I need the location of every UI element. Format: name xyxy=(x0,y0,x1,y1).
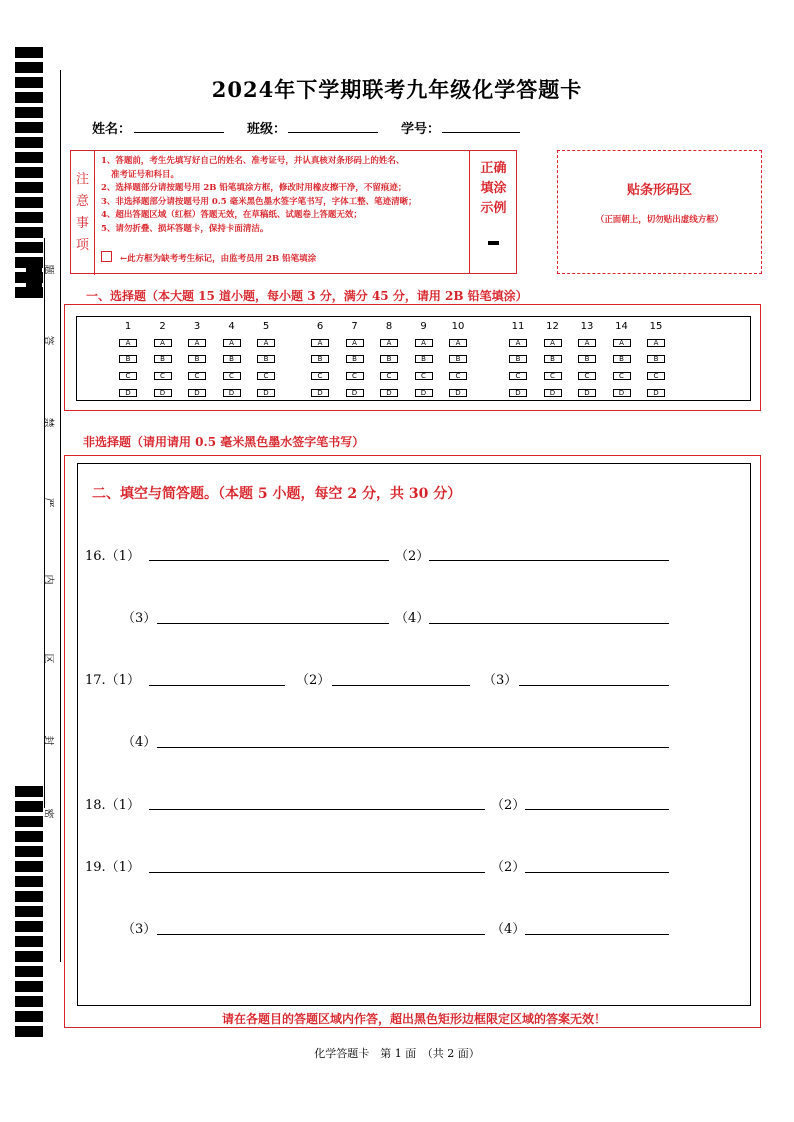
binding-mark xyxy=(15,152,43,163)
option-bubble-c[interactable]: C xyxy=(257,372,275,380)
question-number: 13 xyxy=(580,321,594,332)
barcode-area xyxy=(557,150,762,274)
q16-part2-label: （2） xyxy=(395,549,430,564)
option-bubble-d[interactable]: D xyxy=(613,389,631,397)
option-bubble-d[interactable]: D xyxy=(154,389,172,397)
notice-item: 1、答题前，考生先填写好自己的姓名、准考证号，并认真核对条形码上的姓名、 xyxy=(101,156,405,166)
option-bubble-b[interactable]: B xyxy=(311,355,329,363)
question-number: 7 xyxy=(351,321,358,332)
binding-mark xyxy=(26,282,42,293)
option-bubble-a[interactable]: A xyxy=(613,339,631,347)
option-bubble-b[interactable]: B xyxy=(346,355,364,363)
notice-items xyxy=(101,155,466,236)
option-bubble-a[interactable]: A xyxy=(154,339,172,347)
option-bubble-a[interactable]: A xyxy=(311,339,329,347)
option-bubble-d[interactable]: D xyxy=(346,389,364,397)
notice-item: 3、非选择题部分请按题号用 0.5 毫米黑色墨水签字笔书写，字体工整、笔迹清晰； xyxy=(101,196,417,207)
q18-part2-label: （2） xyxy=(491,798,526,813)
binding-mark xyxy=(15,906,43,917)
binding-mark xyxy=(15,1026,43,1037)
q17-part3-label: （3） xyxy=(483,673,518,688)
option-bubble-b[interactable]: B xyxy=(380,355,398,363)
option-bubble-b[interactable]: B xyxy=(613,355,631,363)
student-id-field[interactable] xyxy=(442,118,520,133)
option-bubble-a[interactable]: A xyxy=(119,339,137,347)
notice-item: 5、请勿折叠、损坏答题卡，保持卡面清洁。 xyxy=(101,223,269,234)
seal-character: 密 xyxy=(42,808,54,819)
q16-label: 16.（1） xyxy=(85,549,140,564)
seal-character: 区 xyxy=(42,653,54,664)
binding-mark xyxy=(15,936,43,947)
name-label: 姓名： xyxy=(92,122,132,137)
option-bubble-b[interactable]: B xyxy=(188,355,206,363)
option-bubble-d[interactable]: D xyxy=(509,389,527,397)
binding-mark xyxy=(15,921,43,932)
q18-blank-2[interactable] xyxy=(525,808,669,810)
option-bubble-a[interactable]: A xyxy=(449,339,467,347)
option-bubble-a[interactable]: A xyxy=(647,339,665,347)
option-bubble-d[interactable]: D xyxy=(578,389,596,397)
binding-mark xyxy=(15,831,43,842)
question-number: 1 xyxy=(124,321,132,332)
option-bubble-d[interactable]: D xyxy=(647,389,665,397)
option-bubble-a[interactable]: A xyxy=(188,339,206,347)
seal-character: 封 xyxy=(42,735,54,746)
option-bubble-b[interactable]: B xyxy=(415,355,433,363)
sample-filled-mark xyxy=(488,241,499,245)
binding-mark xyxy=(15,966,43,977)
question-number: 6 xyxy=(316,321,324,332)
q17-blank-3[interactable] xyxy=(519,684,669,686)
option-bubble-c[interactable]: C xyxy=(119,372,137,380)
notice-item: 准考证号和科目。 xyxy=(111,169,180,180)
binding-mark xyxy=(15,951,43,962)
option-bubble-b[interactable]: B xyxy=(544,355,562,363)
binding-line xyxy=(60,70,61,962)
binding-mark xyxy=(15,242,43,253)
seal-character: 内 xyxy=(42,574,54,585)
seal-character: 严 xyxy=(42,497,54,508)
section2-heading: 二、填空与简答题。（本题 5 小题，每空 2 分，共 30 分） xyxy=(92,486,462,502)
binding-mark xyxy=(15,816,43,827)
page-footer: 化学答题卡 第 1 面 （共 2 面） xyxy=(314,1047,480,1060)
question-number: 4 xyxy=(228,321,235,332)
q19-blank-4[interactable] xyxy=(525,933,669,935)
q16-blank-2[interactable] xyxy=(429,559,669,561)
option-bubble-d[interactable]: D xyxy=(449,389,467,397)
question-number: 8 xyxy=(385,321,393,332)
q19-part2-label: （2） xyxy=(491,860,526,875)
option-bubble-c[interactable]: C xyxy=(544,372,562,380)
option-bubble-c[interactable]: C xyxy=(380,372,398,380)
option-bubble-b[interactable]: B xyxy=(223,355,241,363)
q16-blank-1[interactable] xyxy=(149,559,389,561)
option-bubble-a[interactable]: A xyxy=(578,339,596,347)
barcode-title: 贴条形码区 xyxy=(626,183,692,198)
question-number: 12 xyxy=(546,321,559,332)
question-number: 5 xyxy=(262,321,270,332)
q19-part4-label: （4） xyxy=(491,922,526,937)
q17-part2-label: （2） xyxy=(296,673,331,688)
q19-blank-3[interactable] xyxy=(157,933,485,935)
option-bubble-a[interactable]: A xyxy=(223,339,241,347)
option-bubble-c[interactable]: C xyxy=(578,372,596,380)
q19-blank-2[interactable] xyxy=(525,871,669,873)
question-number: 14 xyxy=(615,321,628,332)
option-bubble-a[interactable]: A xyxy=(346,339,364,347)
q19-label: 19.（1） xyxy=(85,860,140,875)
q17-part4-label: （4） xyxy=(122,735,157,750)
q18-label: 18.（1） xyxy=(85,798,140,813)
answer-area-warning: 请在各题目的答题区域内作答，超出黑色矩形边框限定区域的答案无效！ xyxy=(221,1012,606,1026)
binding-mark xyxy=(15,167,43,178)
barcode-note: （正面朝上，切勿贴出虚线方框） xyxy=(595,215,724,225)
option-bubble-b[interactable]: B xyxy=(119,355,137,363)
option-bubble-b[interactable]: B xyxy=(154,355,172,363)
option-bubble-d[interactable]: D xyxy=(380,389,398,397)
option-bubble-d[interactable]: D xyxy=(544,389,562,397)
student-id-label: 学号： xyxy=(401,122,441,137)
option-bubble-d[interactable]: D xyxy=(188,389,206,397)
option-bubble-d[interactable]: D xyxy=(257,389,275,397)
notice-heading: 注 意 事 项 xyxy=(71,151,95,275)
option-bubble-c[interactable]: C xyxy=(449,372,467,380)
binding-mark xyxy=(15,786,43,797)
q16-blank-4[interactable] xyxy=(429,622,669,624)
binding-mark xyxy=(15,801,43,812)
option-bubble-c[interactable]: C xyxy=(346,372,364,380)
class-field[interactable] xyxy=(288,118,378,133)
option-bubble-c[interactable]: C xyxy=(154,372,172,380)
question-number: 10 xyxy=(451,321,465,332)
option-bubble-c[interactable]: C xyxy=(415,372,433,380)
binding-mark xyxy=(15,996,43,1007)
option-bubble-a[interactable]: A xyxy=(380,339,398,347)
fill-sample: 正确 填涂 示例 xyxy=(469,151,517,273)
name-field[interactable] xyxy=(134,118,224,133)
option-bubble-a[interactable]: A xyxy=(509,339,527,347)
option-bubble-c[interactable]: C xyxy=(613,372,631,380)
seal-character: 题 xyxy=(42,264,54,275)
option-bubble-d[interactable]: D xyxy=(119,389,137,397)
q17-label: 17.（1） xyxy=(85,673,140,688)
binding-mark xyxy=(15,122,43,133)
binding-mark xyxy=(15,891,43,902)
notice-box xyxy=(70,150,517,274)
binding-mark xyxy=(15,182,43,193)
binding-mark xyxy=(15,227,43,238)
binding-mark xyxy=(15,197,43,208)
binding-mark xyxy=(15,212,43,223)
absent-mark-row xyxy=(101,251,316,264)
option-bubble-d[interactable]: D xyxy=(223,389,241,397)
q16-blank-3[interactable] xyxy=(157,622,389,624)
binding-mark xyxy=(15,47,43,58)
section1-heading: 一、选择题（本大题 15 道小题，每小题 3 分，满分 45 分，请用 2B 铅笔填涂） xyxy=(86,289,528,303)
option-bubble-d[interactable]: D xyxy=(415,389,433,397)
option-bubble-b[interactable]: B xyxy=(449,355,467,363)
class-label: 班级： xyxy=(247,122,287,137)
binding-mark xyxy=(15,861,43,872)
q17-blank-1[interactable] xyxy=(149,684,285,686)
q16-part3-label: （3） xyxy=(122,611,157,626)
option-bubble-a[interactable]: A xyxy=(415,339,433,347)
option-bubble-b[interactable]: B xyxy=(578,355,596,363)
absent-checkbox[interactable] xyxy=(101,251,112,262)
q19-part3-label: （3） xyxy=(122,922,157,937)
option-bubble-c[interactable]: C xyxy=(311,372,329,380)
option-bubble-c[interactable]: C xyxy=(188,372,206,380)
option-bubble-b[interactable]: B xyxy=(647,355,665,363)
option-bubble-c[interactable]: C xyxy=(647,372,665,380)
question-number: 15 xyxy=(649,321,663,332)
nonchoice-heading: 非选择题（请用请用 0.5 毫米黑色墨水签字笔书写） xyxy=(83,435,365,449)
seal-character: 禁 xyxy=(42,417,54,428)
binding-mark xyxy=(15,62,43,73)
option-bubble-b[interactable]: B xyxy=(509,355,527,363)
option-bubble-d[interactable]: D xyxy=(311,389,329,397)
q17-blank-2[interactable] xyxy=(332,684,470,686)
binding-mark xyxy=(15,981,43,992)
notice-item: 2、选择题部分请按题号用 2B 铅笔填涂方框，修改时用橡皮擦干净，不留痕迹； xyxy=(101,183,407,193)
absent-note: ←此方框为缺考考生标记，由监考员用 2B 铅笔填涂 xyxy=(120,254,317,264)
option-bubble-b[interactable]: B xyxy=(257,355,275,363)
seal-character: 答 xyxy=(42,335,54,346)
q19-blank-1[interactable] xyxy=(149,871,485,873)
option-bubble-c[interactable]: C xyxy=(223,372,241,380)
binding-mark xyxy=(15,107,43,118)
binding-mark xyxy=(26,267,42,278)
binding-mark xyxy=(15,137,43,148)
q18-blank-1[interactable] xyxy=(149,808,485,810)
q16-part4-label: （4） xyxy=(395,611,430,626)
option-bubble-a[interactable]: A xyxy=(544,339,562,347)
question-number: 2 xyxy=(159,321,166,332)
binding-mark xyxy=(15,846,43,857)
question-number: 3 xyxy=(193,321,201,332)
q17-blank-4[interactable] xyxy=(157,746,669,748)
question-number: 11 xyxy=(511,321,525,332)
option-bubble-a[interactable]: A xyxy=(257,339,275,347)
notice-item: 4、超出答题区域（红框）答题无效，在草稿纸、试题卷上答题无效； xyxy=(101,210,362,220)
question-number: 9 xyxy=(420,321,427,332)
binding-mark xyxy=(15,876,43,887)
page-title: 2024年下学期联考九年级化学答题卡 xyxy=(211,77,583,102)
option-bubble-c[interactable]: C xyxy=(509,372,527,380)
binding-line-short xyxy=(44,238,45,808)
